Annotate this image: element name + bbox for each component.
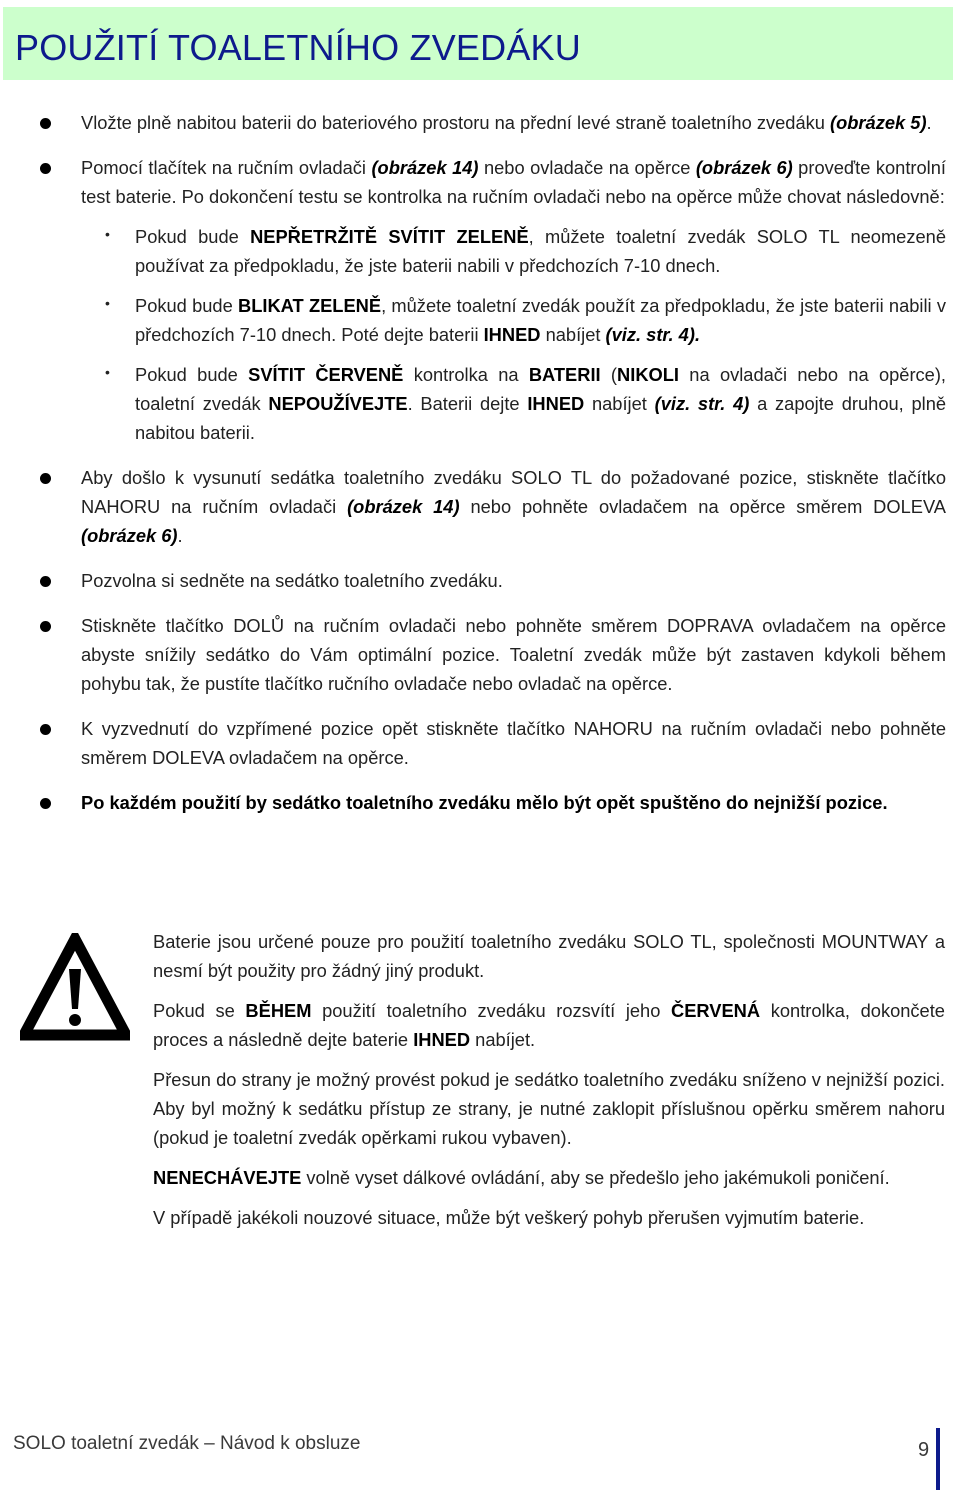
instructions-list: [0, 108, 960, 817]
warning-triangle-icon: [20, 933, 130, 1043]
bullet-icon: [40, 621, 51, 632]
list-item: Pomocí tlačítek na ručním ovladači (obrázek 14) nebo ovladače na opěrce (obrázek 6) proveďte kontrolní test baterie. Po dokončení testu se kontrolka na ručním ovladači nebo na opěrce může chovat následovně:: [0, 153, 960, 211]
warning-paragraph: NENECHÁVEJTE volně vyset dálkové ovládání, aby se předešlo jeho jakémukoli poničení.: [153, 1167, 890, 1188]
bullet-icon: [40, 163, 51, 174]
bullet-icon: [40, 798, 51, 809]
bullet-icon: [40, 118, 51, 129]
sub-bullet-icon: •: [105, 364, 110, 380]
page-title: POUŽITÍ TOALETNÍHO ZVEDÁKU: [15, 27, 581, 68]
list-item: Pozvolna si sedněte na sedátko toaletního zvedáku.: [0, 566, 960, 595]
list-item: Stiskněte tlačítko DOLŮ na ručním ovladači nebo pohněte směrem DOPRAVA ovladačem na opěrce abyste snížily sedátko do Vám optimální pozice. Toaletní zvedák může být zastaven kdykoli během pohybu tak, že pustíte tlačítko ručního ovladače nebo ovladač na opěrce.: [0, 611, 960, 698]
warning-notes: [153, 927, 945, 1243]
sub-list-item: • Pokud bude BLIKAT ZELENĚ, můžete toaletní zvedák použít za předpokladu, že jste baterii nabili v předchozích 7-10 dnech. Poté dejte baterii IHNED nabíjet (viz. str. 4).: [105, 295, 947, 345]
warning-paragraph: Pokud se BĚHEM použití toaletního zvedáku rozsvítí jeho ČERVENÁ kontrolka, dokončete proces a následně dejte baterie IHNED nabíjet.: [153, 1000, 945, 1050]
footer-divider: [936, 1428, 940, 1490]
warning-paragraph: Přesun do strany je možný provést pokud je sedátko toaletního zvedáku sníženo v nejnižší pozici. Aby byl možný k sedátku přístup ze strany, je nutné zaklopit příslušnou opěrku směrem nahoru (pokud je toaletní zvedák opěrkami rukou vybaven).: [153, 1069, 945, 1148]
bullet-icon: [40, 724, 51, 735]
warning-paragraph: Baterie jsou určené pouze pro použití toaletního zvedáku SOLO TL, společnosti MOUNTWAY a nesmí být použity pro žádný jiný produkt.: [153, 931, 945, 981]
sub-list-item: • Pokud bude NEPŘETRŽITĚ SVÍTIT ZELENĚ, můžete toaletní zvedák SOLO TL neomezeně používat za předpokladu, že jste baterii nabili v předchozích 7-10 dnech.: [105, 226, 946, 276]
list-item: Po každém použití by sedátko toaletního zvedáku mělo být opět spuštěno do nejnižší pozice.: [0, 788, 960, 817]
sub-bullet-icon: •: [105, 295, 110, 311]
bullet-icon: [40, 473, 51, 484]
list-item: Aby došlo k vysunutí sedátka toaletního zvedáku SOLO TL do požadované pozice, stiskněte tlačítko NAHORU na ručním ovladači (obrázek 14) nebo pohněte ovladačem na opěrce směrem DOLEVA (obrázek 6).: [0, 463, 960, 550]
footer-document-title: SOLO toaletní zvedák – Návod k obsluze: [13, 1433, 361, 1454]
warning-paragraph: V případě jakékoli nouzové situace, může být veškerý pohyb přerušen vyjmutím baterie.: [153, 1207, 865, 1228]
list-item: K vyzvednutí do vzpřímené pozice opět stiskněte tlačítko NAHORU na ručním ovladači nebo pohněte směrem DOLEVA ovladačem na opěrce.: [0, 714, 960, 772]
page-number: 9: [918, 1439, 930, 1461]
title-banner: [3, 7, 953, 80]
bullet-icon: [40, 576, 51, 587]
list-item: Vložte plně nabitou baterii do bateriového prostoru na přední levé straně toaletního zvedáku (obrázek 5).: [0, 108, 960, 137]
sub-bullet-icon: •: [105, 226, 110, 242]
sub-list-item: • Pokud bude SVÍTIT ČERVENĚ kontrolka na BATERII (NIKOLI na ovladači nebo na opěrce), toaletní zvedák NEPOUŽÍVEJTE. Baterii dejte IHNED nabíjet (viz. str. 4) a zapojte druhou, plně nabitou baterii.: [105, 364, 947, 443]
